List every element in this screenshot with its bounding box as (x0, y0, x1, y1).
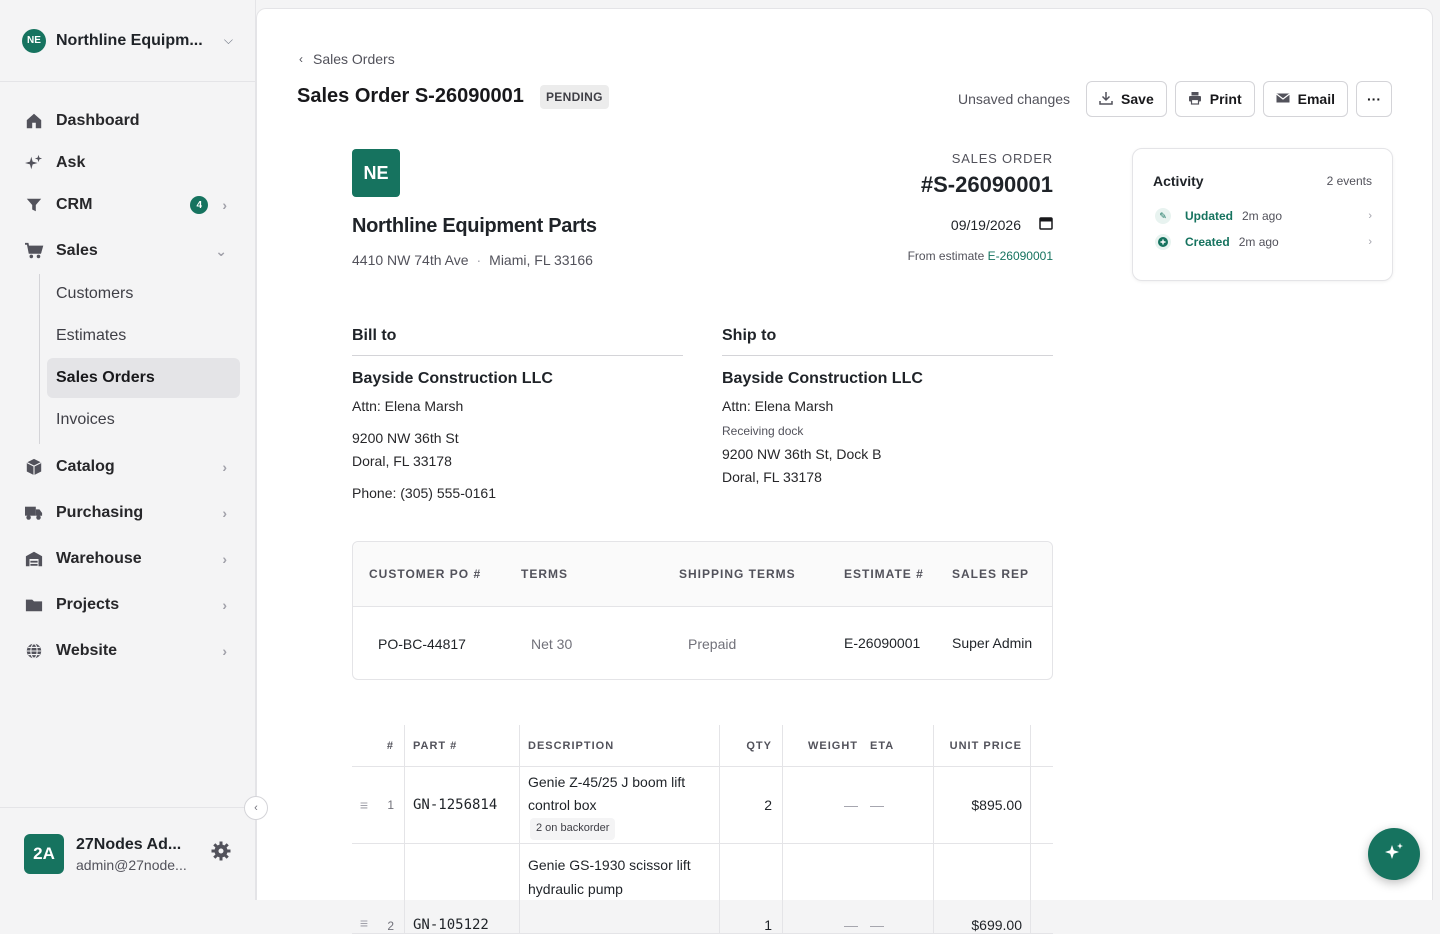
bill-to-attn: Attn: Elena Marsh (352, 398, 464, 414)
line-description-text: Genie Z-45/25 J boom lift control box (528, 773, 686, 814)
chevron-down-icon: ⌄ (215, 242, 227, 259)
order-date-value: 09/19/2026 (950, 216, 1021, 233)
calendar-icon[interactable] (1039, 216, 1053, 233)
nav-dashboard[interactable] (0, 98, 255, 144)
col-qty: QTY (720, 725, 783, 767)
folder-icon (24, 595, 44, 615)
ship-to-note: Receiving dock (722, 423, 804, 438)
ship-to-heading: Ship to (722, 327, 1053, 356)
chevron-right-icon: › (1368, 236, 1372, 248)
sparkles-icon (24, 153, 44, 173)
chevron-down-icon: ⌵ (223, 33, 233, 47)
bill-to-name: Bayside Construction LLC (352, 370, 553, 387)
email-button[interactable] (1263, 81, 1348, 117)
backorder-badge: 2 on backorder (530, 818, 615, 839)
user-info (76, 836, 211, 873)
address-columns (352, 327, 1053, 503)
nav-crm[interactable] (0, 182, 255, 228)
user-menu[interactable] (0, 807, 255, 900)
line-items-table (352, 725, 1053, 934)
envelope-icon (1276, 91, 1290, 108)
col-part: PART # (405, 725, 520, 767)
activity-time: 2m ago (1238, 235, 1279, 249)
nav-catalog-label: Catalog (56, 458, 115, 475)
warehouse-icon (24, 549, 44, 569)
drag-handle-icon[interactable]: ≡ (359, 797, 369, 813)
line-eta[interactable]: — (862, 767, 934, 843)
line-number: 2 (376, 844, 405, 933)
org-switcher[interactable] (0, 0, 255, 82)
col-shipping-terms: SHIPPING TERMS (679, 567, 796, 581)
drag-handle-icon[interactable]: ≡ (359, 915, 369, 931)
chevron-right-icon: › (222, 551, 227, 567)
customer-po-field[interactable]: PO-BC-44817 (378, 635, 466, 652)
ship-to-attn: Attn: Elena Marsh (722, 398, 834, 414)
chevron-left-icon: ‹ (299, 52, 303, 66)
meta-values-row (353, 607, 1052, 680)
breadcrumb[interactable] (299, 51, 395, 67)
col-description: DESCRIPTION (520, 725, 720, 767)
terms-field[interactable]: Net 30 (531, 635, 573, 652)
order-meta-table (352, 541, 1053, 680)
company-logo: NE (352, 149, 400, 197)
sparkles-icon (1383, 841, 1405, 868)
line-number: 1 (376, 767, 405, 843)
download-icon (1099, 91, 1113, 108)
company-street: 4410 NW 74th Ave (352, 252, 469, 268)
from-estimate (908, 249, 1053, 263)
user-email: admin@27node... (76, 856, 187, 873)
main-panel (256, 8, 1433, 933)
ship-to-street: 9200 NW 36th St, Dock B (722, 445, 882, 462)
page-title: Sales Order S-26090001 (297, 85, 524, 107)
subnav-estimates[interactable]: Estimates (56, 327, 127, 344)
nav-warehouse[interactable] (0, 536, 255, 582)
estimate-value: E-26090001 (844, 634, 921, 651)
globe-icon (24, 641, 44, 661)
chevron-right-icon: › (222, 459, 227, 475)
part-number[interactable]: GN-105122 (405, 844, 520, 933)
chevron-right-icon: › (222, 505, 227, 521)
meta-header-row (353, 542, 1052, 607)
nav-projects-label: Projects (56, 596, 120, 613)
nav-website-label: Website (56, 642, 118, 659)
nav-crm-label: CRM (56, 196, 93, 213)
activity-label: Created (1185, 235, 1230, 249)
line-description-text: Genie GS-1930 scissor lift hydraulic pump (528, 857, 691, 897)
org-badge: NE (22, 29, 46, 53)
nav-projects[interactable] (0, 582, 255, 628)
chevron-right-icon: › (222, 643, 227, 659)
col-weight: WEIGHT (808, 739, 858, 752)
estimate-link[interactable]: E-26090001 (987, 249, 1053, 263)
unsaved-indicator: Unsaved changes (957, 91, 1071, 107)
printer-icon (1188, 91, 1202, 108)
nav-catalog[interactable] (0, 444, 255, 490)
company-city: Miami, FL 33166 (489, 252, 593, 268)
truck-icon (24, 503, 44, 523)
order-number: #S-26090001 (920, 172, 1053, 197)
from-estimate-prefix: From estimate (907, 249, 985, 263)
bill-to-city: Doral, FL 33178 (352, 452, 452, 469)
activity-header (1133, 149, 1392, 189)
activity-label: Updated (1185, 209, 1233, 223)
chevron-right-icon: › (222, 197, 227, 213)
bill-to-street: 9200 NW 36th St (352, 429, 459, 446)
bill-to-heading: Bill to (352, 327, 683, 356)
line-unit-price[interactable]: $895.00 (934, 767, 1031, 843)
activity-panel (1132, 148, 1393, 281)
nav-dashboard-label: Dashboard (56, 112, 140, 129)
order-document (352, 149, 1053, 933)
activity-title: Activity (1153, 173, 1204, 189)
activity-time: 2m ago (1242, 209, 1283, 223)
more-actions-button[interactable]: ··· (1356, 81, 1392, 117)
nav-purchasing-label: Purchasing (56, 504, 144, 521)
user-name: 27Nodes Ad... (76, 835, 182, 853)
col-number: # (376, 725, 405, 767)
nav-sales-label: Sales (56, 242, 98, 259)
sidebar (0, 0, 256, 900)
col-customer-po: CUSTOMER PO # (369, 567, 482, 581)
shipping-terms-field[interactable]: Prepaid (688, 635, 737, 652)
sales-rep-field[interactable]: Super Admin (952, 634, 1033, 651)
order-label: SALES ORDER (951, 151, 1053, 166)
col-sales-rep: SALES REP (952, 566, 1030, 581)
subnav-sales-orders[interactable]: Sales Orders (47, 358, 240, 398)
activity-count: 2 events (1326, 174, 1372, 188)
nav-website[interactable] (0, 628, 255, 674)
nav-purchasing[interactable] (0, 490, 255, 536)
col-terms: TERMS (521, 567, 568, 581)
activity-item-created[interactable] (1155, 229, 1372, 255)
col-eta: ETA (862, 725, 934, 767)
ship-to (722, 327, 1053, 503)
nav-sales[interactable] (0, 228, 255, 274)
save-label: Save (1121, 91, 1154, 107)
separator-dot: · (476, 252, 482, 268)
collapse-sidebar-button[interactable]: ‹ (244, 796, 268, 820)
line-unit-price[interactable]: $699.00 (934, 844, 1031, 933)
nav-warehouse-label: Warehouse (56, 550, 142, 567)
subnav-invoices[interactable]: Invoices (56, 411, 115, 428)
order-header-block (908, 151, 1053, 263)
home-icon (24, 111, 44, 131)
print-button[interactable] (1175, 81, 1255, 117)
nav-ask-label: Ask (56, 154, 86, 171)
sales-subnav (39, 274, 255, 444)
line-eta[interactable]: — (862, 844, 934, 933)
line-description[interactable] (520, 767, 720, 843)
line-weight[interactable]: — (844, 917, 858, 933)
chevron-right-icon: › (1368, 210, 1372, 222)
funnel-icon (24, 195, 44, 215)
crm-count-badge: 4 (190, 196, 208, 214)
chevron-right-icon: › (222, 597, 227, 613)
breadcrumb-label: Sales Orders (313, 51, 395, 67)
status-badge: PENDING (540, 85, 609, 109)
table-row[interactable] (352, 844, 1053, 934)
nav-ask[interactable] (0, 144, 255, 182)
org-name: Northline Equipm... (56, 31, 203, 49)
line-qty[interactable]: 1 (720, 844, 783, 933)
email-label: Email (1297, 91, 1335, 107)
cart-icon (24, 241, 44, 261)
activity-item-updated[interactable] (1155, 203, 1372, 229)
order-date-input[interactable] (908, 216, 1053, 233)
cube-icon (24, 457, 44, 477)
line-description[interactable] (520, 844, 720, 933)
edit-icon: ✎ (1155, 208, 1171, 224)
ai-assistant-button[interactable] (1368, 828, 1420, 880)
ship-to-city: Doral, FL 33178 (722, 468, 822, 485)
save-button[interactable] (1086, 81, 1167, 117)
gear-icon[interactable] (211, 841, 231, 867)
col-estimate: ESTIMATE # (844, 566, 924, 581)
line-weight[interactable]: — (844, 797, 858, 813)
subnav-customers[interactable]: Customers (56, 285, 134, 302)
company-name: Northline Equipment Parts (352, 215, 597, 237)
plus-circle-icon (1155, 234, 1171, 250)
bill-to (352, 327, 683, 503)
toolbar (958, 81, 1392, 117)
table-row[interactable] (352, 767, 1053, 844)
avatar: 2A (24, 834, 64, 874)
print-label: Print (1209, 91, 1242, 107)
part-number[interactable]: GN-1256814 (405, 767, 520, 843)
ship-to-name: Bayside Construction LLC (722, 370, 923, 387)
col-drag (352, 725, 376, 767)
activity-list (1133, 189, 1392, 255)
main-nav (0, 82, 255, 674)
col-unit-price: UNIT PRICE (934, 725, 1031, 767)
line-qty[interactable]: 2 (720, 767, 783, 843)
bill-to-phone: Phone: (305) 555-0161 (352, 484, 496, 501)
line-items-header (352, 725, 1053, 767)
